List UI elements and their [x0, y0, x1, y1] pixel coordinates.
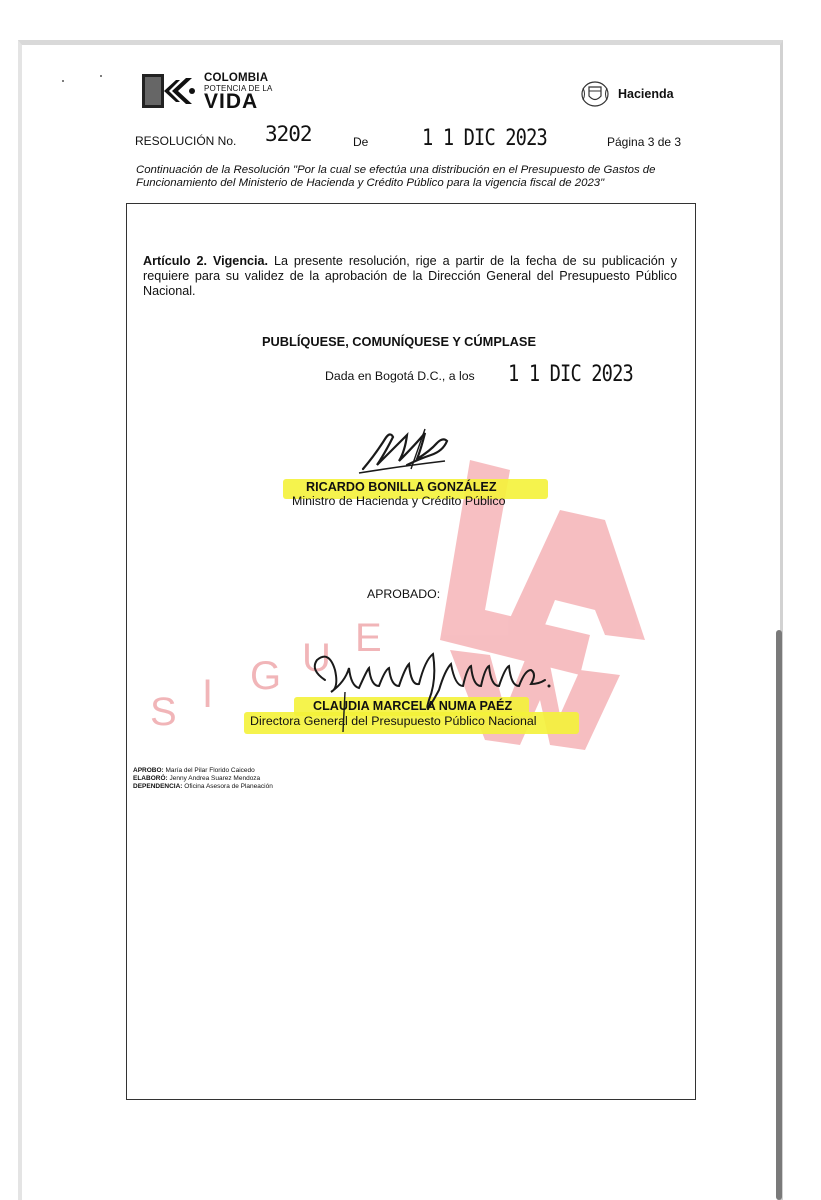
approved-label: APROBADO:: [367, 587, 441, 601]
footer-value: Oficina Asesora de Planeación: [182, 783, 273, 790]
footer-label: ELABORÓ:: [133, 775, 168, 782]
footer-value: María del Pilar Florido Caicedo: [163, 767, 255, 774]
given-date-stamp: 1 1 DIC 2023: [508, 362, 633, 387]
logo-line-1: COLOMBIA: [204, 72, 269, 84]
signer-2-name: CLAUDIA MARCELA NUMA PAÉZ: [313, 699, 513, 713]
watermark-letter: S: [150, 690, 177, 734]
continuation-text: Continuación de la Resolución "Por la cual se efectúa una distribución en el Presupuesto de Gastos de Funcionamiento del Ministerio de Hacienda y Crédito Público para la vigencia fiscal de 2023": [136, 164, 656, 189]
footer-label: DEPENDENCIA:: [133, 783, 183, 790]
watermark-letter: E: [355, 616, 382, 660]
watermark-letter: U: [302, 636, 331, 680]
resolution-label: RESOLUCIÓN No.: [135, 134, 237, 148]
signer-1-title: Ministro de Hacienda y Crédito Público: [292, 494, 506, 508]
footer-prepared-by: [133, 775, 260, 783]
watermark-letter: I: [202, 672, 214, 716]
page-indicator: Página 3 de 3: [607, 135, 682, 149]
scan-speck: [62, 80, 64, 82]
colombia-potencia-logo: [142, 72, 292, 114]
resolution-number: 3202: [265, 122, 312, 146]
signature-1: [355, 425, 460, 477]
signer-1-name: RICARDO BONILLA GONZÁLEZ: [306, 480, 497, 494]
footer-department: [133, 783, 273, 791]
footer-approved-by: [133, 767, 255, 775]
article-heading: Artículo 2. Vigencia.: [143, 254, 269, 268]
resolution-date-stamp: 1 1 DIC 2023: [422, 126, 547, 151]
signer-2-title: Directora General del Presupuesto Público Nacional: [250, 714, 537, 728]
footer-label: APROBO:: [133, 767, 164, 774]
hacienda-label: Hacienda: [618, 87, 674, 101]
logo-line-3: VIDA: [204, 90, 259, 113]
scrollbar[interactable]: [776, 630, 782, 1200]
article-body: La presente resolución, rige a partir de la fecha de su publicación y requiere para su validez de la aprobación de la Dirección General del Presupuesto Público Nacional.: [143, 254, 677, 298]
waves-icon: [142, 72, 198, 110]
given-in-text: Dada en Bogotá D.C., a los: [325, 369, 475, 383]
article-2: [143, 254, 677, 299]
publish-clause: PUBLÍQUESE, COMUNÍQUESE Y CÚMPLASE: [262, 334, 536, 349]
logo-line-2: POTENCIA DE LA: [204, 84, 273, 93]
watermark-letter: G: [250, 654, 282, 698]
scan-speck: [100, 75, 102, 77]
coat-of-arms-icon: [580, 80, 610, 108]
resolution-de-label: De: [353, 135, 369, 149]
footer-value: Jenny Andrea Suarez Mendoza: [167, 775, 261, 782]
